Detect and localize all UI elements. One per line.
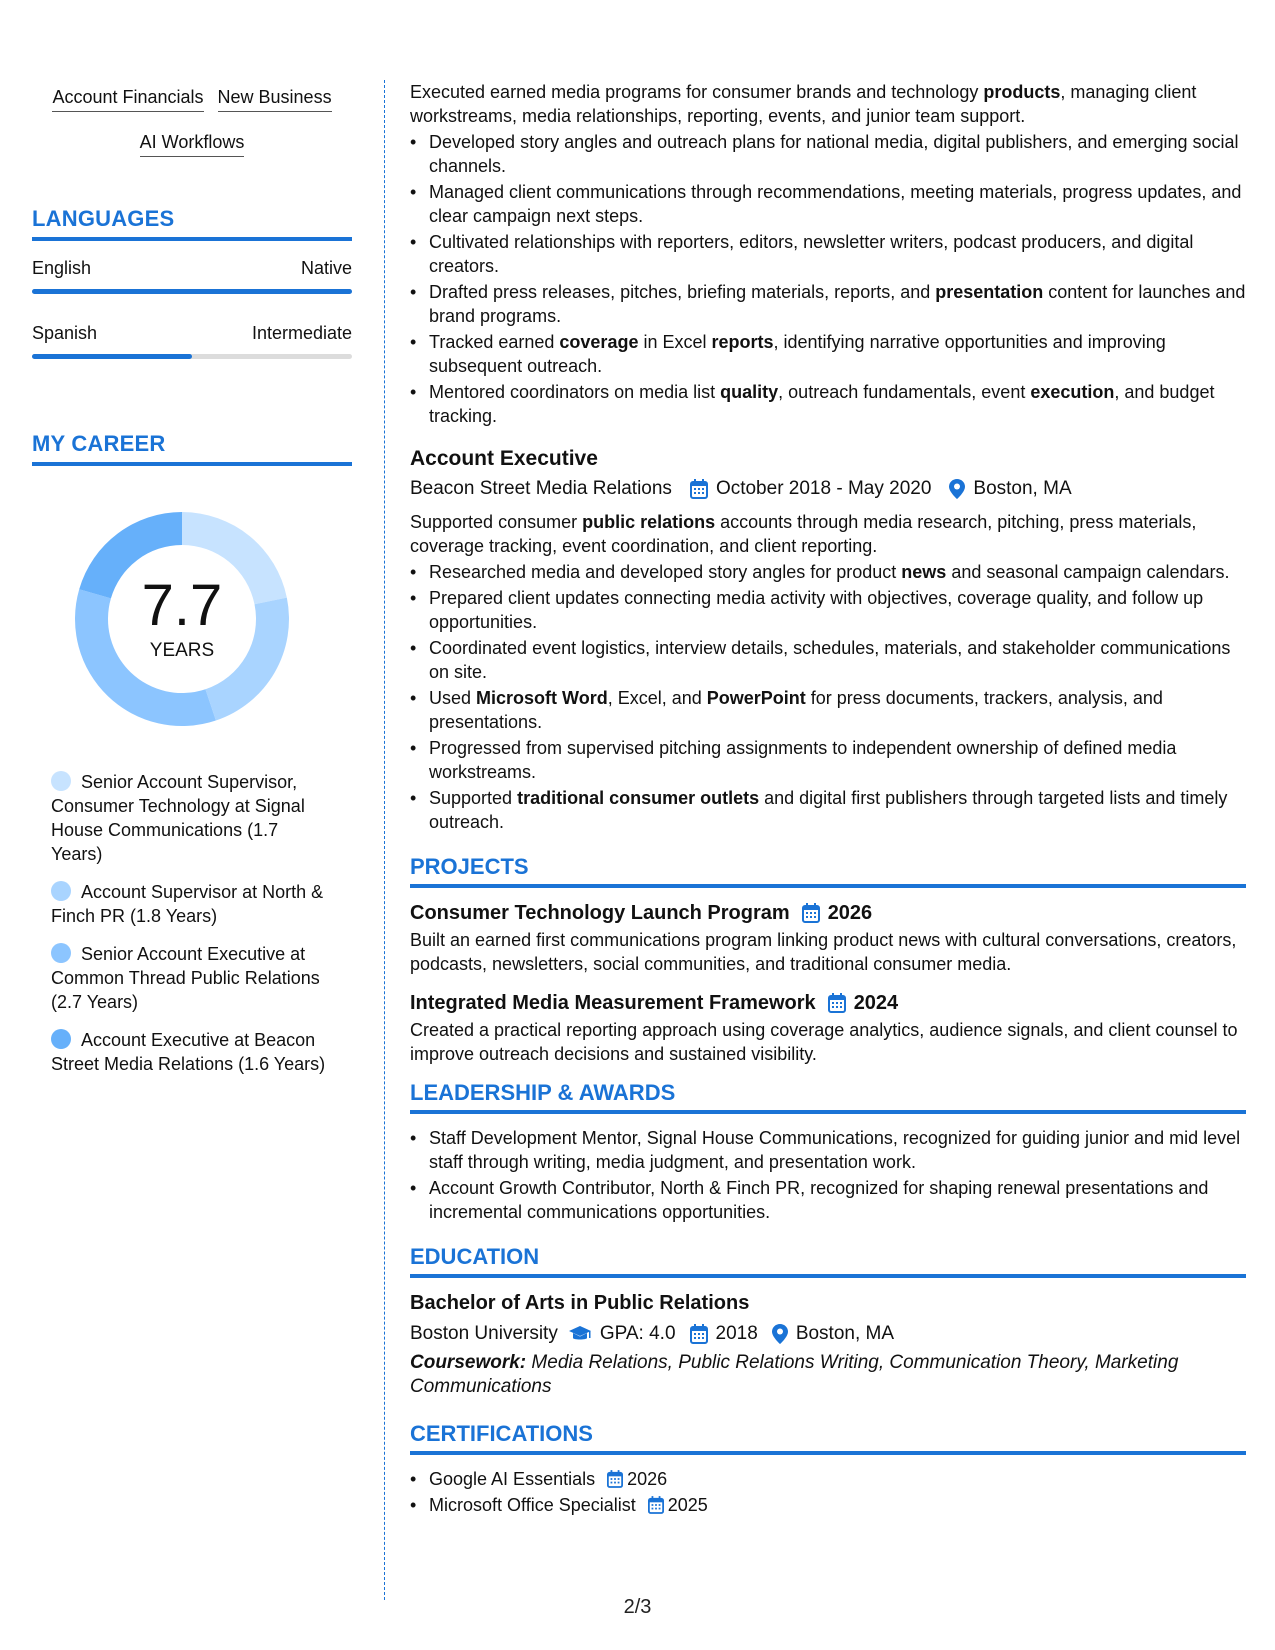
job-summary: Executed earned media programs for consumer brands and technology products, managing client workstreams, media relationships, reporting, events, and junior team support. xyxy=(410,82,1197,126)
legend-dot xyxy=(51,943,71,963)
company-name: Beacon Street Media Relations xyxy=(410,478,672,499)
bullet-item: • Prepared client updates connecting media activity with objectives, coverage quality, and follow up opportunities. xyxy=(410,586,1246,634)
calendar-icon xyxy=(802,903,820,923)
project-description: Built an earned first communications program linking product news with cultural conversations, creators, podcasts, newsletters, social communities, and traditional consumer media. xyxy=(410,930,1237,974)
job-meta xyxy=(410,476,1246,502)
calendar-icon xyxy=(828,993,846,1013)
language-english xyxy=(32,257,352,294)
calendar-icon xyxy=(607,1470,623,1488)
bullet-item: • Supported traditional consumer outlets and digital first publishers through targeted lists and timely outreach. xyxy=(410,786,1246,834)
legend-dot xyxy=(51,1029,71,1049)
job-location: Boston, MA xyxy=(973,478,1072,499)
bullet-item: • Progressed from supervised pitching assignments to independent ownership of defined media workstreams. xyxy=(410,736,1246,784)
main-content xyxy=(410,80,1246,1519)
career-total-years: 7.7 xyxy=(141,573,223,638)
bullet-item: • Mentored coordinators on media list quality, outreach fundamentals, event execution, and budget tracking. xyxy=(410,380,1246,428)
certification-name: • Microsoft Office Specialist xyxy=(429,1495,636,1515)
calendar-icon xyxy=(690,479,708,499)
education-meta xyxy=(410,1321,1246,1347)
career-legend xyxy=(32,770,332,1076)
skill-tag: AI Workflows xyxy=(140,131,245,157)
graduation-year: 2018 xyxy=(715,1323,758,1344)
project-description: Created a practical reporting approach using coverage analytics, audience signals, and client counsel to improve outreach decisions and sustained visibility. xyxy=(410,1020,1238,1064)
bullet-item: • Researched media and developed story angles for product news and seasonal campaign calendars. xyxy=(410,560,1246,584)
project-year: 2024 xyxy=(853,992,899,1014)
coursework-list: Media Relations, Public Relations Writing, Communication Theory, Marketing Communications xyxy=(410,1352,1179,1397)
project-title: Consumer Technology Launch Program xyxy=(410,902,790,924)
career-legend-item: Account Executive at Beacon Street Media Relations (1.6 Years) xyxy=(51,1030,326,1074)
job-dates: October 2018 - May 2020 xyxy=(715,478,932,499)
job-bullets xyxy=(410,130,1246,428)
career-legend-item: Senior Account Supervisor, Consumer Technology at Signal House Communications (1.7 Years) xyxy=(51,772,305,864)
location-pin-icon xyxy=(772,1324,788,1344)
bullet-item: • Cultivated relationships with reporters, editors, newsletter writers, podcast producers, and digital creators. xyxy=(410,230,1246,278)
certification-name: • Google AI Essentials xyxy=(429,1469,596,1489)
job-title: Account Executive xyxy=(410,447,598,470)
project-year: 2026 xyxy=(827,902,873,924)
graduation-cap-icon xyxy=(568,1325,592,1343)
career-donut-chart xyxy=(67,504,297,734)
language-level: Native xyxy=(300,258,352,278)
degree-title: Bachelor of Arts in Public Relations xyxy=(410,1292,750,1314)
language-spanish xyxy=(32,322,352,359)
education-heading: EDUCATION xyxy=(410,1244,1246,1278)
certification-year: 2026 xyxy=(627,1469,668,1489)
coursework xyxy=(410,1351,1246,1399)
language-bar-fill xyxy=(32,289,352,294)
award-item: • Account Growth Contributor, North & Finch PR, recognized for shaping renewal presentations and incremental communications opportunities. xyxy=(410,1176,1246,1224)
language-name: Spanish xyxy=(32,323,98,343)
project-title: Integrated Media Measurement Framework xyxy=(410,992,816,1014)
legend-dot xyxy=(51,881,71,901)
legend-dot xyxy=(51,771,71,791)
location-pin-icon xyxy=(949,479,965,499)
certification-year: 2025 xyxy=(667,1495,708,1515)
bullet-item: • Developed story angles and outreach plans for national media, digital publishers, and emerging social channels. xyxy=(410,130,1246,178)
skills-tags xyxy=(32,86,352,176)
page-number: 2/3 xyxy=(623,1596,652,1618)
bullet-item: • Managed client communications through recommendations, meeting materials, progress updates, and clear campaign next steps. xyxy=(410,180,1246,228)
leadership-heading: LEADERSHIP & AWARDS xyxy=(410,1080,1246,1114)
skill-tag: Account Financials xyxy=(52,86,203,112)
language-name: English xyxy=(32,258,92,278)
award-item: • Staff Development Mentor, Signal House Communications, recognized for guiding junior and mid level staff through writing, media judgment, and presentation work. xyxy=(410,1126,1246,1174)
career-total-unit: YEARS xyxy=(149,640,215,661)
certifications-list xyxy=(410,1467,1246,1517)
language-level: Intermediate xyxy=(251,323,352,343)
languages-heading: LANGUAGES xyxy=(32,206,352,241)
career-heading: MY CAREER xyxy=(32,431,352,466)
bullet-item: • Tracked earned coverage in Excel reports, identifying narrative opportunities and improving subsequent outreach. xyxy=(410,330,1246,378)
job-bullets xyxy=(410,560,1246,834)
job-summary: Supported consumer public relations accounts through media research, pitching, press materials, coverage tracking, event coordination, and client reporting. xyxy=(410,512,1197,556)
bullet-item: • Used Microsoft Word, Excel, and PowerPoint for press documents, trackers, analysis, and presentations. xyxy=(410,686,1246,734)
certifications-heading: CERTIFICATIONS xyxy=(410,1421,1246,1455)
language-bar xyxy=(32,354,352,359)
certification-item xyxy=(410,1493,1246,1517)
calendar-icon xyxy=(690,1324,708,1344)
school-name: Boston University xyxy=(410,1323,558,1344)
projects-heading: PROJECTS xyxy=(410,854,1246,888)
sidebar xyxy=(32,86,352,1090)
career-legend-item: Senior Account Executive at Common Thread Public Relations (2.7 Years) xyxy=(51,944,320,1012)
skill-tag: New Business xyxy=(218,86,332,112)
language-bar-fill xyxy=(32,354,192,359)
leadership-list xyxy=(410,1126,1246,1224)
career-legend-item: Account Supervisor at North & Finch PR (1.8 Years) xyxy=(51,882,324,926)
gpa: GPA: 4.0 xyxy=(599,1323,676,1344)
column-divider xyxy=(384,80,385,1600)
language-bar xyxy=(32,289,352,294)
school-location: Boston, MA xyxy=(795,1323,895,1344)
project-item xyxy=(410,990,1246,1066)
bullet-item: • Drafted press releases, pitches, briefing materials, reports, and presentation content for launches and brand programs. xyxy=(410,280,1246,328)
project-item xyxy=(410,900,1246,976)
bullet-item: • Coordinated event logistics, interview details, schedules, materials, and stakeholder communications on site. xyxy=(410,636,1246,684)
certification-item xyxy=(410,1467,1246,1491)
calendar-icon xyxy=(648,1496,664,1514)
coursework-label: Coursework: xyxy=(410,1352,527,1373)
